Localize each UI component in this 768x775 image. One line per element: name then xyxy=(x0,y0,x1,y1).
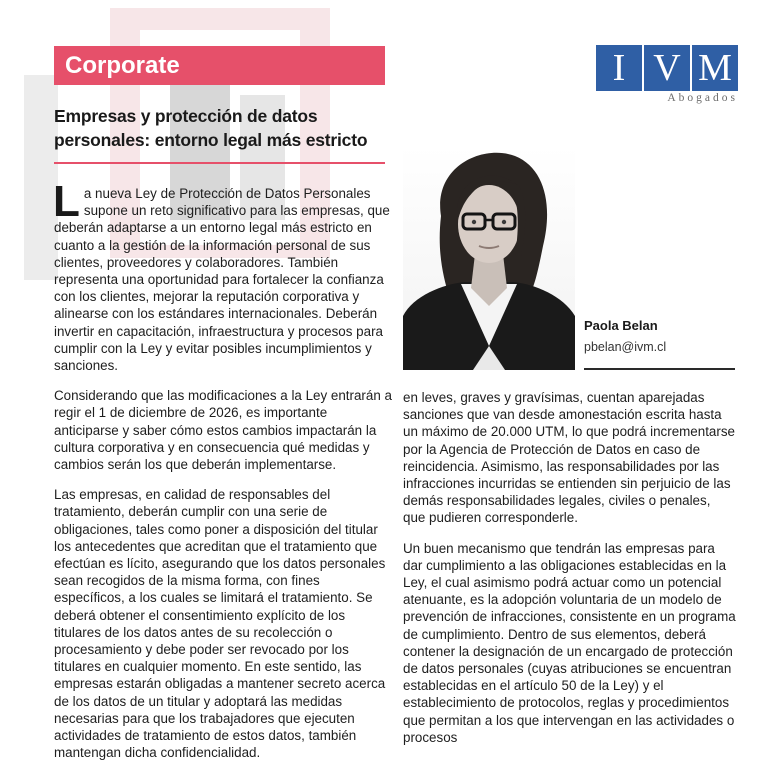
author-name: Paola Belan xyxy=(584,318,658,333)
caption-divider xyxy=(584,368,735,370)
logo-subtitle: Abogados xyxy=(667,92,738,104)
article-headline: Empresas y protección de datos personales: entorno legal más estricto xyxy=(54,106,368,150)
paragraph-intro-text: a nueva Ley de Protección de Datos Personales supone un reto significativo para las empresas, que deberán adaptarse a un entorno legal más estricto en cuanto a la gestión de la información personal de sus clientes, proveedores y colaboradores. También representa una oportunidad para fortalecer la confianza con los clientes, mejorar la reputación corporativa y alinearse con los estándares internacionales. Deberán invertir en capacitación, infraestructura y procesos para cumplir con la Ley y evitar posibles incumplimientos y sanciones. xyxy=(54,186,390,374)
section-tag: Corporate xyxy=(54,46,385,85)
headline-divider xyxy=(54,162,385,164)
article-column-right xyxy=(403,389,736,759)
paragraph: Las empresas, en calidad de responsables del tratamiento, deberán cumplir con una serie de obligaciones, tales como poner a disposición del titular los antecedentes que acreditan que el tratamiento que efectúan es lícito, asegurando que los datos personales sean recogidos de la misma forma, con fines específicos, a los cuales se limitará el tratamiento. Se deberá obtener el consentimiento explícito de los titulares de los datos antes de su recolección o procesamiento y debe poder ser revocado por los titulares en cualquier momento. En este sentido, las empresas estarán obligadas a mantener secreto acerca de los datos de un titular y adoptará las medidas necesarias para que los trabajadores que ejecuten actividades de tratamiento de estos datos, también mantengan dicha confidencialidad. xyxy=(54,487,386,761)
author-photo xyxy=(403,146,575,370)
author-email[interactable]: pbelan@ivm.cl xyxy=(584,340,667,354)
logo-letter-v: V xyxy=(644,45,690,91)
paragraph: Un buen mecanismo que tendrán las empresas para dar cumplimiento a las obligaciones establecidas en la Ley, el cual asimismo podrá actuar como un potencial atenuante, es la adopción voluntaria de un modelo de prevención de infracciones, consistente en un programa de cumplimiento. Dentro de sus elementos, deberá contener la designación de un encargado de protección de datos personales (cuyas atribuciones se encuentran establecidas en el artículo 50 de la Ley) y el establecimiento de protocolos, reglas y procedimientos que permitan a los que intervengan en las actividades o procesos xyxy=(403,540,736,745)
paragraph: en leves, graves y gravísimas, cuentan aparejadas sanciones que van desde amonestación escrita hasta un máximo de 20.000 UTM, lo que podrá incrementarse por la Agencia de Protección de Datos en caso de reincidencia. Asimismo, las responsabilidades por las infracciones incurridas se entienden sin perjuicio de las demás responsabilidades legales, civiles o penales, que pudieren corresponderle. xyxy=(403,390,735,526)
logo-letter-m: M xyxy=(692,45,738,91)
ivm-logo xyxy=(596,45,738,109)
paragraph-intro xyxy=(53,177,392,374)
author-portrait-image xyxy=(403,146,575,370)
paragraph: Considerando que las modificaciones a la Ley entrarán a regir el 1 de diciembre de 2026, es importante anticiparse y saber cómo estos cambios impactarán la cultura corporativa y en consecuencia qué medidas y cambios serán los que deberán implementarse. xyxy=(54,388,392,473)
logo-letter-i: I xyxy=(596,45,642,91)
dropcap: L xyxy=(53,177,80,226)
article-column-left xyxy=(53,177,392,775)
